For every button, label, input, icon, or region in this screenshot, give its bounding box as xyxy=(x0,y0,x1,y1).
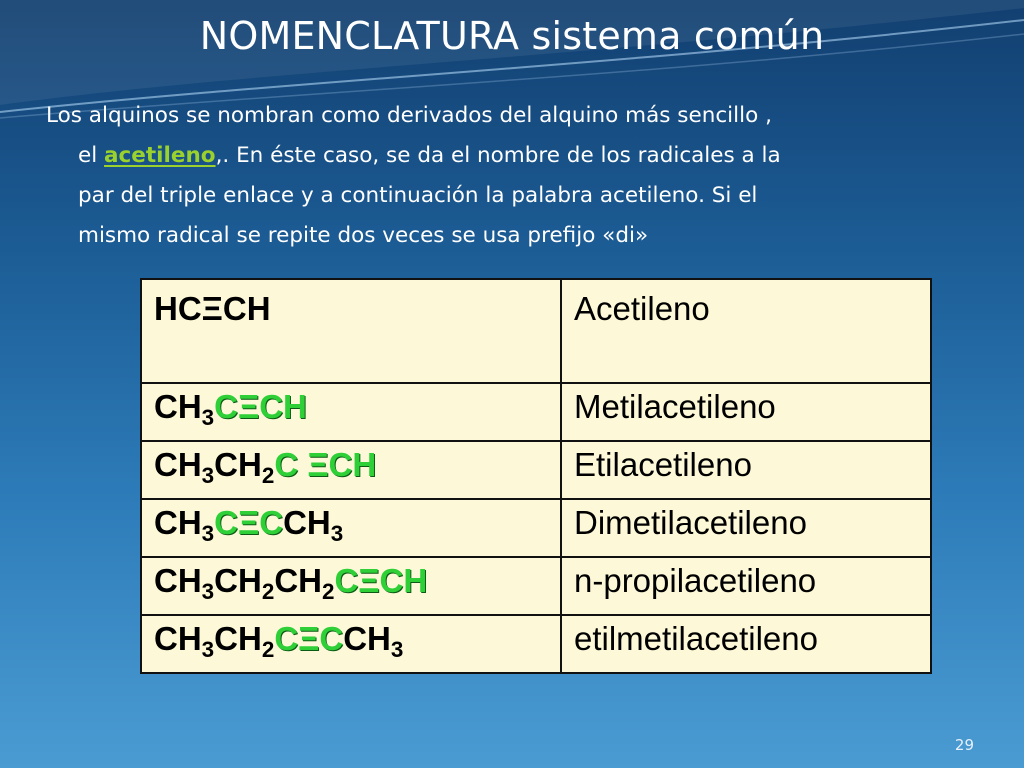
table-row xyxy=(141,499,931,557)
common-name-cell: Acetileno xyxy=(561,279,931,383)
table-row xyxy=(141,383,931,441)
formula-subscript: 3 xyxy=(201,463,215,489)
formula-subscript: 2 xyxy=(261,579,275,605)
formula-segment: CH xyxy=(283,504,331,541)
formula-segment: CH xyxy=(154,620,202,657)
common-name-cell: Dimetilacetileno xyxy=(561,499,931,557)
triple-bond-segment: CΞC xyxy=(274,620,344,657)
formula-segment: CH xyxy=(154,562,202,599)
formula-segment: CH xyxy=(154,446,202,483)
page-number: 29 xyxy=(954,736,974,754)
formula-cell xyxy=(141,383,561,441)
triple-bond-segment: CΞC xyxy=(214,504,284,541)
intro-line-3: par del triple enlace y a continuación la palabra acetileno. Si el xyxy=(78,183,758,208)
intro-line-2 xyxy=(46,136,986,176)
intro-paragraph xyxy=(46,96,986,256)
intro-line-4: mismo radical se repite dos veces se usa prefijo «di» xyxy=(78,223,649,248)
table-row xyxy=(141,557,931,615)
formula-cell xyxy=(141,499,561,557)
formula-segment: CH xyxy=(154,388,202,425)
formula-subscript: 2 xyxy=(321,579,335,605)
formula-segment: CH xyxy=(214,562,262,599)
formula-cell xyxy=(141,557,561,615)
slide-title: NOMENCLATURA sistema común xyxy=(199,14,825,58)
intro-line-2-post: ,. En éste caso, se da el nombre de los radicales a la xyxy=(215,143,781,168)
formula-segment: CH xyxy=(214,620,262,657)
formula-cell xyxy=(141,441,561,499)
formula-segment: CH xyxy=(343,620,391,657)
formula-subscript: 3 xyxy=(201,579,215,605)
table-row xyxy=(141,441,931,499)
formula-subscript: 3 xyxy=(390,637,404,663)
nomenclature-table-body xyxy=(141,279,931,673)
formula-subscript: 3 xyxy=(201,521,215,547)
table-row xyxy=(141,615,931,673)
formula-segment: HCΞCH xyxy=(154,290,271,327)
formula-subscript: 3 xyxy=(330,521,344,547)
common-name-cell: Etilacetileno xyxy=(561,441,931,499)
triple-bond-segment: CΞCH xyxy=(334,562,428,599)
keyword-acetileno: acetileno xyxy=(104,143,216,168)
formula-segment: CH xyxy=(154,504,202,541)
common-name-cell: Metilacetileno xyxy=(561,383,931,441)
triple-bond-segment: CΞCH xyxy=(214,388,307,425)
nomenclature-table xyxy=(140,278,932,674)
intro-line-1: Los alquinos se nombran como derivados del alquino más sencillo , xyxy=(46,103,772,128)
formula-subscript: 3 xyxy=(201,637,215,663)
formula-subscript: 2 xyxy=(261,463,275,489)
table-row xyxy=(141,279,931,383)
common-name-cell: n-propilacetileno xyxy=(561,557,931,615)
formula-cell xyxy=(141,279,561,383)
formula-subscript: 3 xyxy=(201,405,215,431)
formula-segment: CH xyxy=(274,562,322,599)
triple-bond-segment: C ΞCH xyxy=(274,446,377,483)
formula-cell xyxy=(141,615,561,673)
common-name-cell: etilmetilacetileno xyxy=(561,615,931,673)
intro-line-2-pre: el xyxy=(78,143,105,168)
formula-subscript: 2 xyxy=(261,637,275,663)
formula-segment: CH xyxy=(214,446,262,483)
